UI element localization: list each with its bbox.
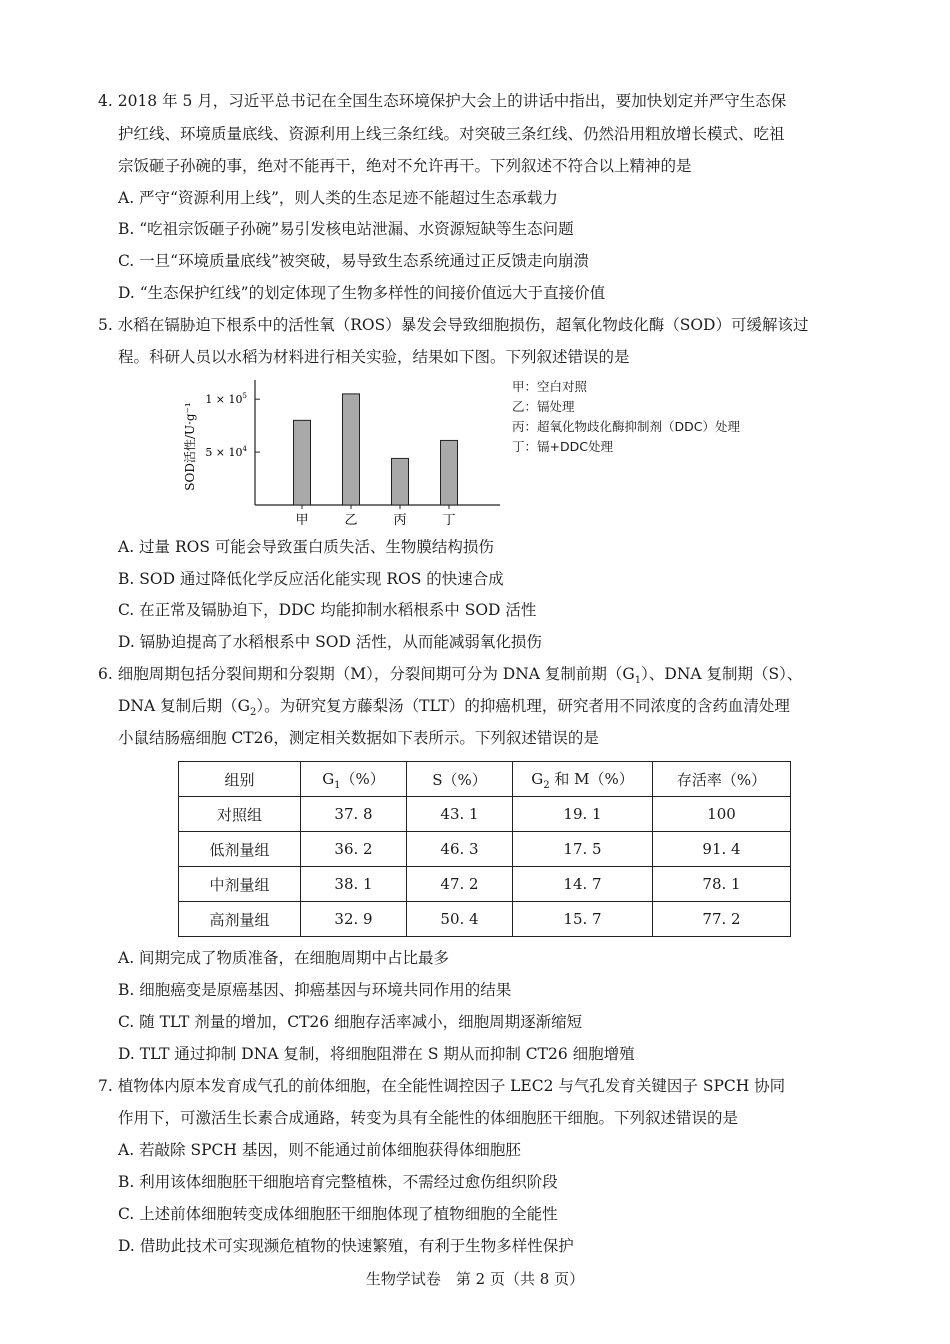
table-cell: 77. 2 bbox=[653, 902, 791, 937]
q6-option-a: A. 间期完成了物质准备，在细胞周期中占比最多 bbox=[118, 949, 450, 967]
table-cell: 47. 2 bbox=[407, 867, 513, 902]
legend-item-bing: 丙：超氧化物歧化酶抑制剂（DDC）处理 bbox=[512, 419, 740, 434]
q6-stem-line-2: DNA 复制后期$(G_2)$。为研究复方藤梨汤（TLT）的抑癌机理，研究者用不同浓度的含药血清处理 bbox=[118, 697, 790, 719]
x-tick-label: 乙 bbox=[344, 513, 358, 528]
table-cell: 100 bbox=[653, 797, 791, 832]
y-tick-label: $5 \times 10^4$ bbox=[205, 445, 247, 460]
x-tick-label: 丙 bbox=[393, 513, 407, 528]
q5-stem-line-2: 程。科研人员以水稻为材料进行相关实验，结果如下图。下列叙述错误的是 bbox=[118, 348, 630, 366]
x-tick-label: 甲 bbox=[295, 513, 309, 528]
q7-option-a: A. 若敲除 SPCH 基因，则不能通过前体细胞获得体细胞胚 bbox=[118, 1141, 521, 1159]
table-row bbox=[179, 797, 791, 832]
table-cell: 43. 1 bbox=[407, 797, 513, 832]
table-row bbox=[179, 832, 791, 867]
q5-option-c: C. 在正常及镉胁迫下，DDC 均能抑制水稻根系中 SOD 活性 bbox=[118, 601, 537, 619]
table-row bbox=[179, 902, 791, 937]
table-cell: 高剂量组 bbox=[179, 902, 301, 937]
q4-option-c: C. 一旦“环境质量底线”被突破，易导致生态系统通过正反馈走向崩溃 bbox=[118, 252, 590, 270]
table-cell: 38. 1 bbox=[301, 867, 407, 902]
y-axis-label: SOD活性/U·g⁻¹ bbox=[183, 402, 197, 491]
table-cell: 37. 8 bbox=[301, 797, 407, 832]
bar-4 bbox=[441, 440, 458, 505]
q4-option-d: D. “生态保护红线”的划定体现了生物多样性的间接价值远大于直接价值 bbox=[118, 284, 606, 302]
page-footer: 生物学试卷 第 2 页（共 8 页） bbox=[365, 1270, 585, 1288]
q5-option-a: A. 过量 ROS 可能会导致蛋白质失活、生物膜结构损伤 bbox=[118, 538, 494, 556]
q4-option-b: B. “吃祖宗饭砸子孙碗”易引发核电站泄漏、水资源短缺等生态问题 bbox=[118, 220, 574, 238]
header-survival: 存活率（%） bbox=[653, 762, 791, 797]
q6-option-b: B. 细胞癌变是原癌基因、抑癌基因与环境共同作用的结果 bbox=[118, 981, 512, 999]
table-cell: 14. 7 bbox=[513, 867, 653, 902]
table-cell: 19. 1 bbox=[513, 797, 653, 832]
bar-3 bbox=[392, 458, 409, 505]
q6-option-c: C. 随 TLT 剂量的增加，CT26 细胞存活率减小，细胞周期逐渐缩短 bbox=[118, 1013, 583, 1031]
q7-option-b: B. 利用该体细胞胚干细胞培育完整植株，不需经过愈伤组织阶段 bbox=[118, 1173, 558, 1191]
q6-option-d: D. TLT 通过抑制 DNA 复制，将细胞阻滞在 S 期从而抑制 CT26 细胞增殖 bbox=[118, 1045, 635, 1063]
q5-option-b: B. SOD 通过降低化学反应活化能实现 ROS 的快速合成 bbox=[118, 570, 504, 588]
q6-stem-line-3: 小鼠结肠癌细胞 CT26，测定相关数据如下表所示。下列叙述错误的是 bbox=[118, 729, 599, 747]
table-cell: 低剂量组 bbox=[179, 832, 301, 867]
q4-stem-line-1: 4. 2018 年 5 月，习近平总书记在全国生态环境保护大会上的讲话中指出，要加快划定并严守生态保 bbox=[98, 92, 787, 110]
table-cell: 17. 5 bbox=[513, 832, 653, 867]
table-cell: 46. 3 bbox=[407, 832, 513, 867]
table-row bbox=[179, 867, 791, 902]
bar-2 bbox=[343, 394, 360, 505]
table-cell: 78. 1 bbox=[653, 867, 791, 902]
x-tick-label: 丁 bbox=[442, 513, 456, 528]
table-cell: 36. 2 bbox=[301, 832, 407, 867]
table-cell: 50. 4 bbox=[407, 902, 513, 937]
legend-item-yi: 乙：镉处理 bbox=[512, 399, 575, 414]
header-g2-m: $G_2$ 和 M（%） bbox=[513, 762, 653, 797]
q6-stem-line-1: 6. 细胞周期包括分裂间期和分裂期（M），分裂间期可分为 DNA 复制前期$(G_1)$、DNA 复制期（S）、 bbox=[98, 665, 803, 687]
header-g1: $G_1(\%)$ bbox=[301, 762, 407, 797]
q5-stem-line-1: 5. 水稻在镉胁迫下根系中的活性氧（ROS）暴发会导致细胞损伤，超氧化物歧化酶（SOD）可缓解该过 bbox=[98, 316, 809, 334]
table-header-row bbox=[179, 762, 791, 797]
y-tick-label: $1 \times 10^5$ bbox=[205, 392, 247, 407]
q7-option-d: D. 借助此技术可实现濒危植物的快速繁殖，有利于生物多样性保护 bbox=[118, 1237, 574, 1255]
cell-cycle-table bbox=[178, 761, 791, 937]
table-cell: 中剂量组 bbox=[179, 867, 301, 902]
legend-item-ding: 丁：镉+DDC处理 bbox=[512, 439, 613, 454]
header-group: 组别 bbox=[179, 762, 301, 797]
q7-option-c: C. 上述前体细胞转变成体细胞胚干细胞体现了植物细胞的全能性 bbox=[118, 1205, 558, 1223]
table-cell: 对照组 bbox=[179, 797, 301, 832]
header-s: S（%） bbox=[407, 762, 513, 797]
q5-option-d: D. 镉胁迫提高了水稻根系中 SOD 活性，从而能减弱氧化损伤 bbox=[118, 633, 542, 651]
q7-stem-line-2: 作用下，可激活生长素合成通路，转变为具有全能性的体细胞胚干细胞。下列叙述错误的是 bbox=[118, 1109, 739, 1127]
table-cell: 91. 4 bbox=[653, 832, 791, 867]
sod-bar-chart bbox=[170, 378, 510, 530]
q4-stem-line-2: 护红线、环境质量底线、资源利用上线三条红线。对突破三条红线、仍然沿用粗放增长模式、吃祖 bbox=[118, 125, 785, 143]
q4-stem-line-3: 宗饭砸子孙碗的事，绝对不能再干，绝对不允许再干。下列叙述不符合以上精神的是 bbox=[118, 157, 692, 175]
table-cell: 32. 9 bbox=[301, 902, 407, 937]
bar-1 bbox=[294, 420, 311, 505]
q7-stem-line-1: 7. 植物体内原本发育成气孔的前体细胞，在全能性调控因子 LEC2 与气孔发育关键因子 SPCH 协同 bbox=[98, 1077, 786, 1095]
legend-item-jia: 甲：空白对照 bbox=[512, 379, 588, 394]
table-cell: 15. 7 bbox=[513, 902, 653, 937]
q4-option-a: A. 严守“资源利用上线”，则人类的生态足迹不能超过生态承载力 bbox=[118, 189, 558, 207]
